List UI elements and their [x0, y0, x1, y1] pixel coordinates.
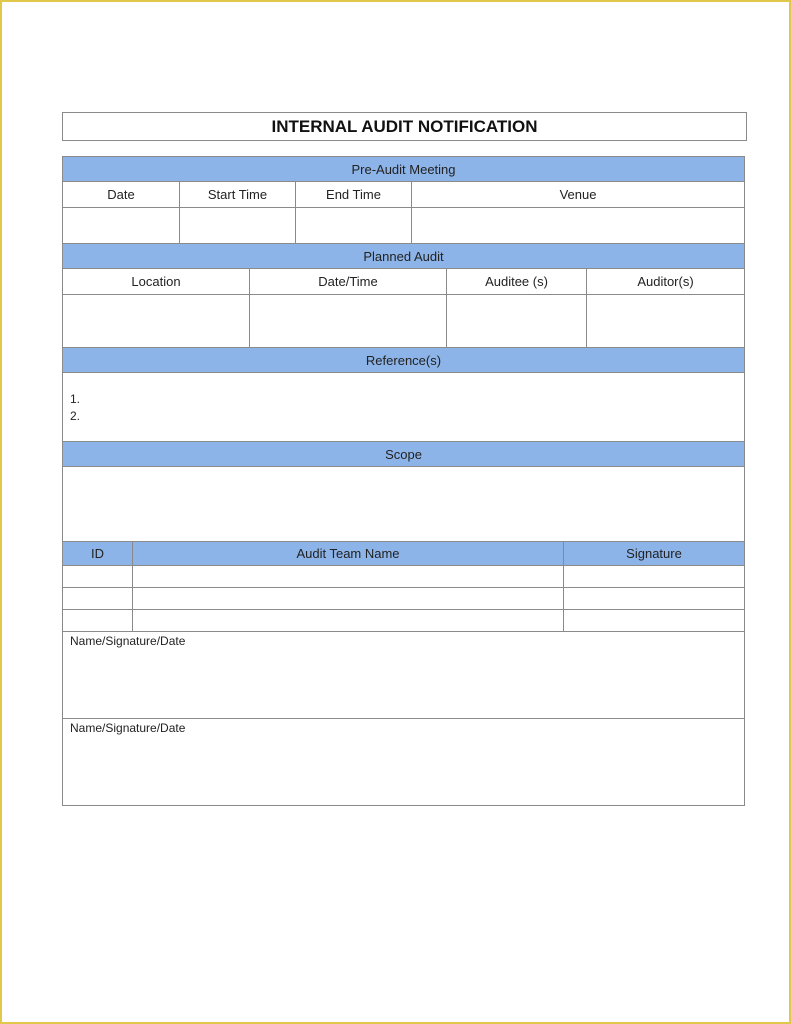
- table-row: [63, 566, 744, 588]
- pre-audit-header-row: [63, 182, 744, 208]
- id-field[interactable]: [63, 610, 133, 631]
- start-time-field[interactable]: [180, 208, 296, 243]
- date-field[interactable]: [63, 208, 180, 243]
- col-end-time: End Time: [296, 182, 412, 207]
- signature-label: Name/Signature/Date: [70, 721, 186, 735]
- auditee-field[interactable]: [447, 295, 587, 347]
- audit-form: [62, 156, 745, 806]
- section-references: Reference(s): [63, 348, 744, 373]
- auditor-field[interactable]: [587, 295, 744, 347]
- table-row: [63, 610, 744, 632]
- reference-item: 2.: [70, 409, 81, 423]
- section-planned-audit: Planned Audit: [63, 244, 744, 269]
- pre-audit-entry-row: [63, 208, 744, 244]
- col-auditee: Auditee (s): [447, 269, 587, 294]
- signature-label: Name/Signature/Date: [70, 634, 186, 648]
- id-field[interactable]: [63, 566, 133, 587]
- signature-field[interactable]: [564, 566, 744, 587]
- reference-item: 1.: [70, 392, 81, 406]
- end-time-field[interactable]: [296, 208, 412, 243]
- signature-block[interactable]: [63, 719, 744, 806]
- signature-block[interactable]: [63, 632, 744, 719]
- team-header-row: [63, 542, 744, 566]
- venue-field[interactable]: [412, 208, 744, 243]
- id-field[interactable]: [63, 588, 133, 609]
- references-body[interactable]: [63, 373, 744, 442]
- col-audit-team-name: Audit Team Name: [133, 542, 564, 565]
- document-title: INTERNAL AUDIT NOTIFICATION: [62, 112, 747, 141]
- table-row: [63, 588, 744, 610]
- section-pre-audit-meeting: Pre-Audit Meeting: [63, 157, 744, 182]
- scope-body[interactable]: [63, 467, 744, 542]
- col-start-time: Start Time: [180, 182, 296, 207]
- col-auditor: Auditor(s): [637, 274, 694, 289]
- date-time-field[interactable]: [250, 295, 447, 347]
- col-location: Location: [63, 269, 250, 294]
- col-signature: Signature: [626, 546, 682, 561]
- team-name-field[interactable]: [133, 588, 564, 609]
- col-date: Date: [63, 182, 180, 207]
- col-id: ID: [63, 542, 133, 565]
- team-name-field[interactable]: [133, 566, 564, 587]
- col-date-time: Date/Time: [250, 269, 447, 294]
- signature-field[interactable]: [564, 610, 744, 631]
- section-scope: Scope: [63, 442, 744, 467]
- signature-field[interactable]: [564, 588, 744, 609]
- planned-audit-header-row: [63, 269, 744, 295]
- team-name-field[interactable]: [133, 610, 564, 631]
- col-venue: Venue: [559, 187, 597, 202]
- location-field[interactable]: [63, 295, 250, 347]
- planned-audit-entry-row: [63, 295, 744, 348]
